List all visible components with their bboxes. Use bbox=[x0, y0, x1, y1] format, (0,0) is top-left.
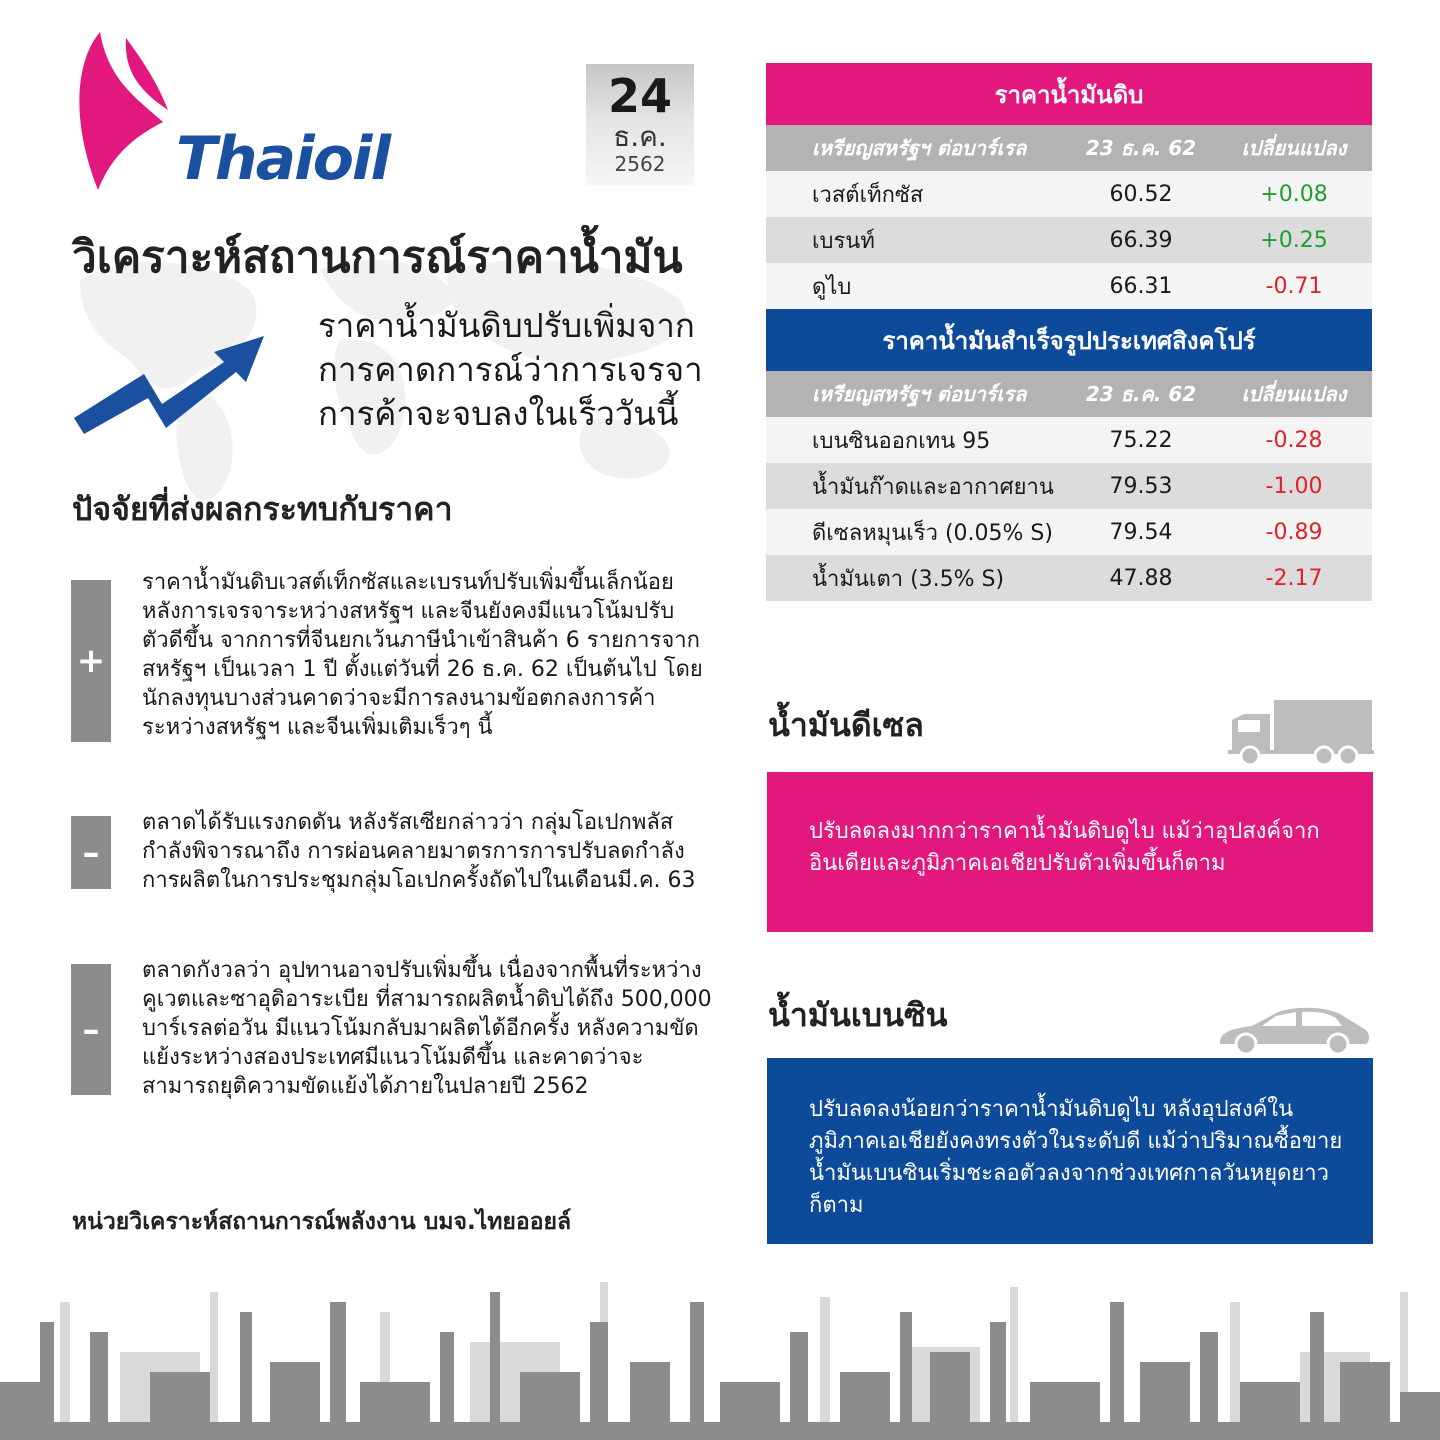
table-row bbox=[766, 555, 1372, 601]
crude-table-title: ราคาน้ำมันดิบ bbox=[766, 63, 1372, 125]
diesel-panel bbox=[767, 772, 1373, 932]
refinery-skyline-background bbox=[0, 1262, 1440, 1440]
headline: ราคาน้ำมันดิบปรับเพิ่มจากการคาดการณ์ว่าการเจรจาการค้าจะจบลงในเร็ววันนี้ bbox=[318, 306, 703, 433]
header-change: เปลี่ยนแปลง bbox=[1241, 382, 1347, 406]
singapore-table-title: ราคาน้ำมันสำเร็จรูปประเทศสิงคโปร์ bbox=[766, 309, 1372, 371]
row-change: -1.00 bbox=[1265, 473, 1323, 499]
factor-text: ตลาดได้รับแรงกดดัน หลังรัสเซียกล่าวว่า กลุ่มโอเปกพลัสกำลังพิจารณาถึง การผ่อนคลายมาตรการการปรับลดกำลังการผลิตในการประชุมกลุ่มโอเปกครั้งถัดไปในเดือนมี.ค. 63 bbox=[142, 810, 696, 893]
row-change: +0.08 bbox=[1260, 181, 1328, 207]
header-change: เปลี่ยนแปลง bbox=[1241, 136, 1347, 160]
table-row bbox=[766, 263, 1372, 309]
factors-title: ปัจจัยที่ส่งผลกระทบกับราคา bbox=[72, 490, 453, 528]
date-day: 24 bbox=[607, 69, 672, 123]
truck-icon bbox=[1228, 700, 1374, 766]
diesel-text: ปรับลดลงมากกว่าราคาน้ำมันดิบดูไบ แม้ว่าอุปสงค์จากอินเดียและภูมิภาคเอเชียปรับตัวเพิ่มขึ้นก็ตาม bbox=[809, 819, 1320, 876]
row-change: -0.71 bbox=[1265, 273, 1323, 299]
table-row bbox=[766, 171, 1372, 217]
date-month: ธ.ค. bbox=[613, 120, 667, 153]
minus-sign-badge: – bbox=[71, 816, 111, 889]
row-name: น้ำมันเตา (3.5% S) bbox=[812, 566, 1005, 592]
crude-price-table bbox=[766, 63, 1372, 309]
row-name: น้ำมันก๊าดและอากาศยาน bbox=[812, 474, 1054, 500]
row-price: 79.53 bbox=[1109, 473, 1173, 499]
singapore-price-table bbox=[766, 309, 1372, 601]
row-name: เบรนท์ bbox=[812, 228, 875, 254]
table-row bbox=[766, 417, 1372, 463]
row-name: ดูไบ bbox=[812, 274, 852, 300]
car-icon bbox=[1216, 1004, 1372, 1058]
row-name: เวสต์เท็กซัส bbox=[812, 182, 924, 208]
row-change: -0.28 bbox=[1265, 427, 1323, 453]
diesel-title: น้ำมันดีเซล bbox=[768, 706, 924, 744]
header-date: 23 ธ.ค. 62 bbox=[1085, 136, 1197, 160]
footer-source: หน่วยวิเคราะห์สถานการณ์พลังงาน บมจ.ไทยออยล์ bbox=[72, 1209, 572, 1235]
row-price: 75.22 bbox=[1109, 427, 1173, 453]
row-price: 66.39 bbox=[1109, 227, 1173, 253]
header-unit: เหรียญสหรัฐฯ ต่อบาร์เรล bbox=[812, 382, 1027, 406]
table-row bbox=[766, 463, 1372, 509]
table-row bbox=[766, 217, 1372, 263]
gasoline-panel bbox=[767, 1058, 1373, 1244]
row-price: 60.52 bbox=[1109, 181, 1173, 207]
trend-up-arrow-icon bbox=[74, 330, 270, 434]
row-price: 47.88 bbox=[1109, 565, 1173, 591]
thaioil-wing-icon bbox=[68, 30, 178, 200]
date-box bbox=[586, 64, 694, 186]
date-year: 2562 bbox=[614, 152, 666, 176]
page-title: วิเคราะห์สถานการณ์ราคาน้ำมัน bbox=[72, 232, 683, 283]
minus-sign-badge: – bbox=[71, 964, 111, 1095]
table-row bbox=[766, 509, 1372, 555]
row-price: 66.31 bbox=[1109, 273, 1173, 299]
row-price: 79.54 bbox=[1109, 519, 1173, 545]
factor-text: ราคาน้ำมันดิบเวสต์เท็กซัสและเบรนท์ปรับเพิ่มขึ้นเล็กน้อย หลังการเจรจาระหว่างสหรัฐฯ และจีนยังคงมีแนวโน้มปรับตัวดีขึ้น จากการที่จีนยกเว้นภาษีนำเข้าสินค้า 6 รายการจากสหรัฐฯ เป็นเวลา 1 ปี ตั้งแต่วันที่ 26 ธ.ค. 62 เป็นต้นไป โดยนักลงทุนบางส่วนคาดว่าจะมีการลงนามข้อตกลงการค้าระหว่างสหรัฐฯ และจีนเพิ่มเติมเร็วๆ นี้ bbox=[142, 570, 703, 740]
thaioil-logo bbox=[68, 30, 438, 200]
row-change: +0.25 bbox=[1260, 227, 1328, 253]
table-header bbox=[766, 371, 1372, 417]
row-name: เบนซินออกเทน 95 bbox=[812, 428, 991, 454]
header-unit: เหรียญสหรัฐฯ ต่อบาร์เรล bbox=[812, 136, 1027, 160]
header-date: 23 ธ.ค. 62 bbox=[1085, 382, 1197, 406]
row-name: ดีเซลหมุนเร็ว (0.05% S) bbox=[812, 520, 1053, 546]
thaioil-wordmark: Thaioil bbox=[176, 124, 390, 194]
table-header bbox=[766, 125, 1372, 171]
row-change: -2.17 bbox=[1265, 565, 1323, 591]
gasoline-title: น้ำมันเบนซิน bbox=[768, 996, 948, 1034]
plus-sign-badge: + bbox=[71, 580, 111, 742]
row-change: -0.89 bbox=[1265, 519, 1323, 545]
gasoline-text: ปรับลดลงน้อยกว่าราคาน้ำมันดิบดูไบ หลังอุปสงค์ในภูมิภาคเอเชียยังคงทรงตัวในระดับดี แม้ว่าปริมาณซื้อขายน้ำมันเบนซินเริ่มชะลอตัวลงจากช่วงเทศกาลวันหยุดยาวก็ตาม bbox=[809, 1097, 1343, 1218]
factor-text: ตลาดกังวลว่า อุปทานอาจปรับเพิ่มขึ้น เนื่องจากพื้นที่ระหว่างคูเวตและซาอุดิอาระเบีย ที่สามารถผลิตน้ำดิบได้ถึง 500,000 บาร์เรลต่อวัน มีแนวโน้มกลับมาผลิตได้อีกครั้ง หลังความขัดแย้งระหว่างสองประเทศมีแนวโน้มดีขึ้น และคาดว่าจะสามารถยุติความขัดแย้งได้ภายในปลายปี 2562 bbox=[142, 958, 712, 1099]
